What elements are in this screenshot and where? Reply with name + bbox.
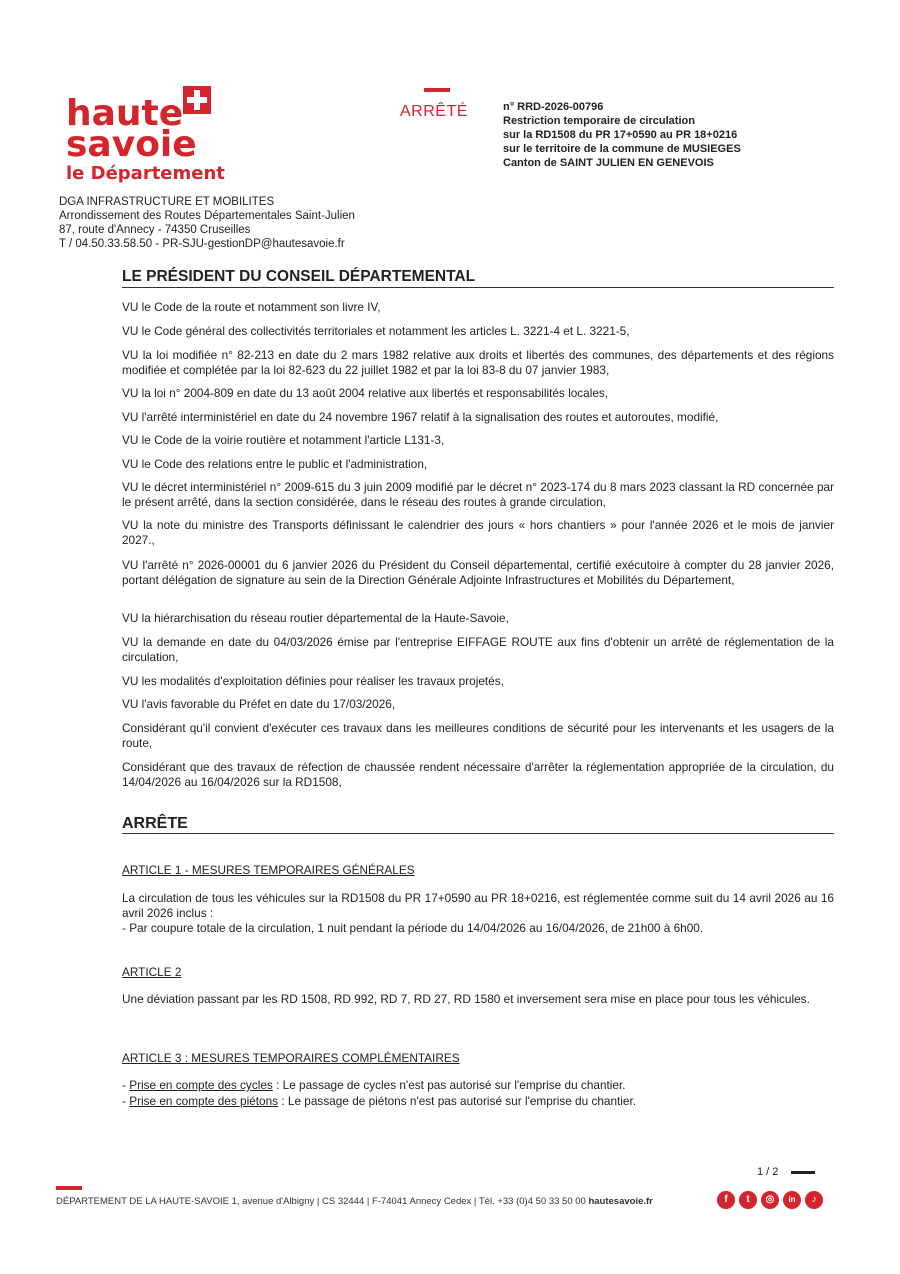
vu-paragraph: VU l'arrêté n° 2026-00001 du 6 janvier 2026 du Président du Conseil départemental, certifié exécutoire à compter du 28 janvier 2026, portant délégation de signature au sein de la Direction Générale Adjointe Infrastructures et Mobilités du Département, — [122, 558, 834, 587]
arrete-heading: ARRÊTE — [122, 815, 188, 832]
pedestrians-label: Prise en compte des piétons — [129, 1094, 279, 1108]
vu-paragraph: VU la hiérarchisation du réseau routier départemental de la Haute-Savoie, — [122, 611, 509, 625]
linkedin-icon[interactable]: in — [783, 1191, 801, 1209]
twitter-icon[interactable]: t — [739, 1191, 757, 1209]
ref-subject: Restriction temporaire de circulation — [503, 115, 695, 127]
arrete-tag: ARRÊTÉ — [400, 103, 468, 120]
article-3-title: ARTICLE 3 : MESURES TEMPORAIRES COMPLÉMENTAIRES — [122, 1051, 460, 1065]
ref-canton: Canton de SAINT JULIEN EN GENEVOIS — [503, 157, 714, 169]
logo-departement: le Département — [66, 163, 225, 184]
cycles-text: : Le passage de cycles n'est pas autorisé sur l'emprise du chantier. — [272, 1078, 626, 1092]
article-3-pedestrians — [122, 1094, 834, 1109]
address-line: T / 04.50.33.58.50 - PR-SJU-gestionDP@hautesavoie.fr — [59, 238, 345, 250]
footer-org: DÉPARTEMENT DE LA HAUTE-SAVOIE — [56, 1196, 229, 1207]
logo-haute: haute — [66, 93, 184, 134]
considerant-paragraph: Considérant que des travaux de réfection de chaussée rendent nécessaire d'arrêter la réglementation appropriée de la circulation, du 14/04/2026 au 16/04/2026 sur la RD1508, — [122, 760, 834, 789]
vu-paragraph: VU la loi modifiée n° 82-213 en date du 2 mars 1982 relative aux droits et libertés des communes, des départements et des régions modifiée et complétée par la loi 82-623 du 22 juillet 1982 et par la loi 83-8 du 07 janvier 1983, — [122, 348, 834, 377]
bullet-dash: - — [122, 1078, 130, 1092]
footer-site-link[interactable]: hautesavoie.fr — [588, 1196, 653, 1207]
pedestrians-text: : Le passage de piétons n'est pas autorisé sur l'emprise du chantier. — [278, 1094, 637, 1108]
footer-contact: 1, avenue d'Albigny | CS 32444 | F-74041 Annecy Cedex | Tél. +33 (0)4 50 33 50 00 — [228, 1196, 589, 1207]
footer-address — [56, 1196, 653, 1207]
article-2-text: Une déviation passant par les RD 1508, RD 992, RD 7, RD 27, RD 1580 et inversement sera mise en place pour tous les véhicules. — [122, 992, 810, 1006]
ref-road: sur la RD1508 du PR 17+0590 au PR 18+0216 — [503, 129, 738, 141]
article-3-cycles — [122, 1078, 834, 1093]
vu-paragraph: VU la note du ministre des Transports définissant le calendrier des jours « hors chantiers » pour l'année 2026 et le mois de janvier 2027., — [122, 518, 834, 547]
sender-address — [59, 195, 355, 251]
vu-paragraph: VU la loi n° 2004-809 en date du 13 août 2004 relative aux libertés et responsabilités locales, — [122, 386, 609, 400]
article-2-title: ARTICLE 2 — [122, 965, 182, 979]
page-title: LE PRÉSIDENT DU CONSEIL DÉPARTEMENTAL — [122, 268, 476, 285]
vu-paragraph: VU la demande en date du 04/03/2026 émise par l'entreprise EIFFAGE ROUTE aux fins d'obtenir un arrêté de réglementation de la circulation, — [122, 635, 834, 664]
article-1-measure: - Par coupure totale de la circulation, 1 nuit pendant la période du 14/04/2026 au 16/04/2026, de 21h00 à 6h00. — [122, 921, 704, 935]
article-1-text: La circulation de tous les véhicules sur la RD1508 du PR 17+0590 au PR 18+0216, est réglementée comme suit du 14 avril 2026 au 16 avril 2026 inclus : — [122, 891, 834, 920]
ref-commune: sur le territoire de la commune de MUSIEGES — [503, 143, 741, 155]
savoie-cross-icon — [183, 86, 211, 114]
vu-paragraph: VU l'arrêté interministériel en date du 24 novembre 1967 relatif à la signalisation des routes et autoroutes, modifié, — [122, 410, 719, 424]
logo-savoie: savoie — [66, 124, 197, 165]
footer-accent-bar — [56, 1186, 82, 1190]
facebook-icon[interactable]: f — [717, 1191, 735, 1209]
arrete-accent-bar — [424, 88, 450, 92]
vu-paragraph: VU le Code des relations entre le public et l'administration, — [122, 457, 428, 471]
arrete-reference — [503, 100, 741, 170]
instagram-icon[interactable]: ◎ — [761, 1191, 779, 1209]
address-line: 87, route d'Annecy - 74350 Cruseilles — [59, 224, 251, 236]
vu-paragraph: VU le Code de la route et notamment son livre IV, — [122, 300, 381, 314]
vu-paragraph: VU le Code général des collectivités territoriales et notamment les articles L. 3221-4 et L. 3221-5, — [122, 324, 630, 338]
vu-paragraph: VU le Code de la voirie routière et notamment l'article L131-3, — [122, 433, 445, 447]
ref-number: n° RRD-2026-00796 — [503, 101, 604, 113]
vu-paragraph: VU les modalités d'exploitation définies pour réaliser les travaux projetés, — [122, 674, 504, 688]
article-1-title: ARTICLE 1 - MESURES TEMPORAIRES GÉNÉRALES — [122, 863, 415, 877]
cycles-label: Prise en compte des cycles — [129, 1078, 273, 1092]
bullet-dash: - — [122, 1094, 130, 1108]
title-underline — [122, 287, 834, 288]
page-number: 1 / 2 — [757, 1166, 779, 1178]
address-line: Arrondissement des Routes Départementales Saint-Julien — [59, 210, 355, 222]
pager-bar — [791, 1171, 815, 1174]
vu-paragraph: VU l'avis favorable du Préfet en date du 17/03/2026, — [122, 697, 396, 711]
tiktok-icon[interactable]: ♪ — [805, 1191, 823, 1209]
vu-paragraph: VU le décret interministériel n° 2009-615 du 3 juin 2009 modifié par le décret n° 2023-174 du 8 mars 2023 classant la RD concernée par le présent arrêté, dans la section considérée, dans le réseau des routes à grande circulation, — [122, 480, 834, 509]
considerant-paragraph: Considérant qu'il convient d'exécuter ces travaux dans les meilleures conditions de sécurité pour les intervenants et les usagers de la route, — [122, 721, 834, 750]
arrete-underline — [122, 833, 834, 834]
address-line: DGA INFRASTRUCTURE ET MOBILITES — [59, 196, 275, 208]
